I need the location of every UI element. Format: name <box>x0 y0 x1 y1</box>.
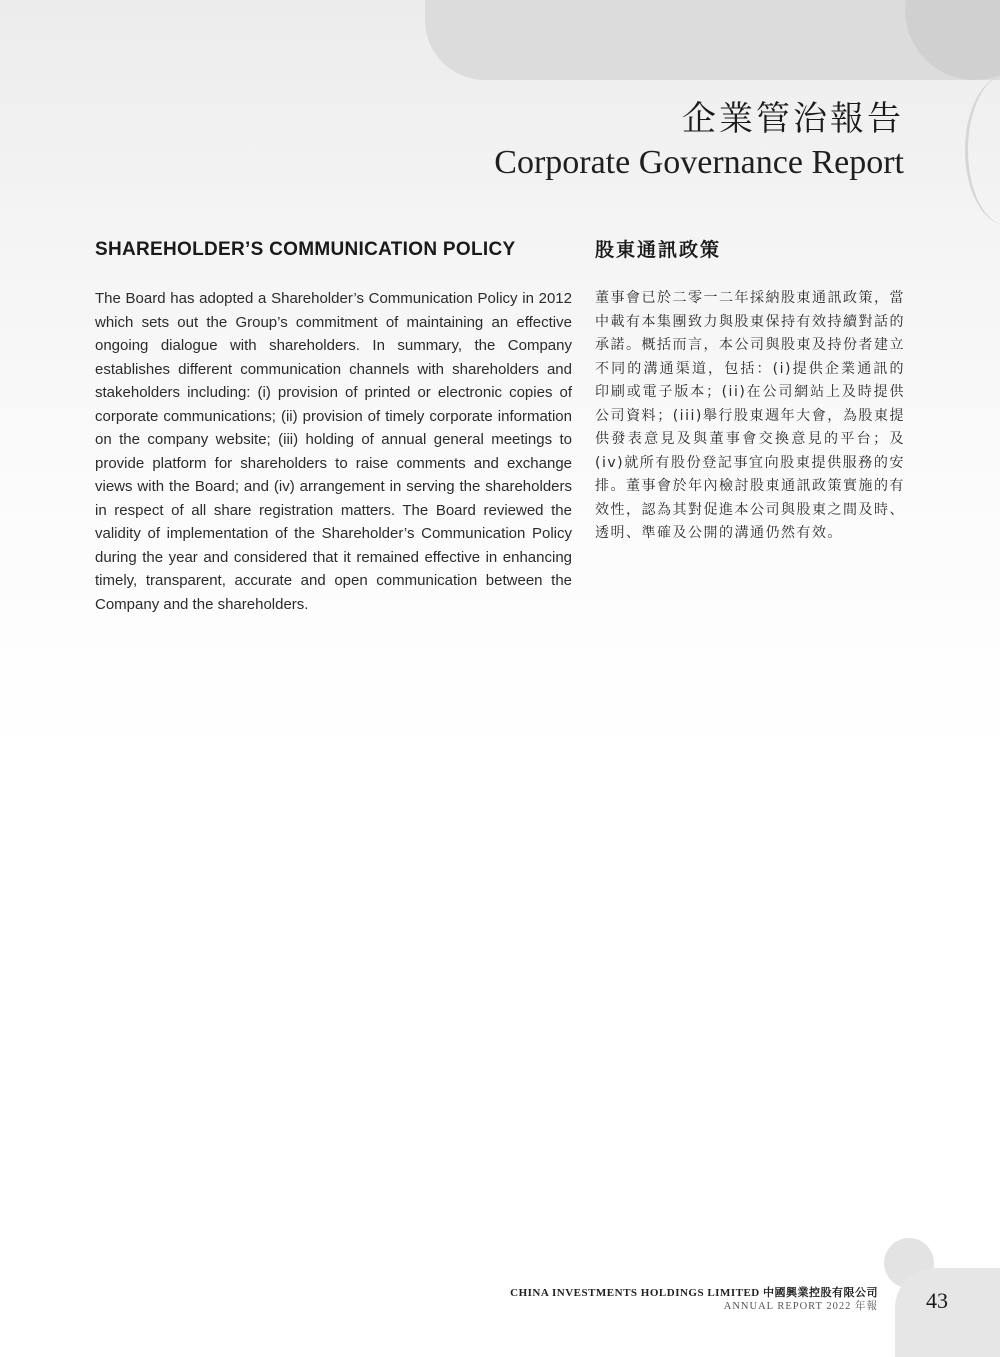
english-column <box>95 236 572 616</box>
section-body-english: The Board has adopted a Shareholder’s Communication Policy in 2012 which sets out the Group’s commitment of maintaining an effective ongoing dialogue with shareholders. In summary, the Company establishes different communication channels with shareholders and stakeholders including: (i) provision of printed or electronic copies of corporate communications; (ii) provision of timely corporate information on the company website; (iii) holding of annual general meetings to provide platform for shareholders to raise comments and exchange views with the Board; and (iv) arrangement in serving the shareholders in respect of all share registration matters. The Board reviewed the validity of implementation of the Shareholder’s Communication Policy during the year and considered that it remained effective in enhancing timely, transparent, accurate and open communication between the Company and the shareholders. <box>95 290 572 613</box>
section-heading-english: SHAREHOLDER’S COMMUNICATION POLICY <box>95 239 516 260</box>
section-body-chinese: 董事會已於二零一二年採納股東通訊政策，當中載有本集團致力與股東保持有效持續對話的承諾。概括而言，本公司與股東及持份者建立不同的溝通渠道，包括：(i)提供企業通訊的印刷或電子版本；(ii)在公司網站上及時提供公司資料；(iii)舉行股東週年大會，為股東提供發表意見及與董事會交換意見的平台；及(iv)就所有股份登記事宜向股東提供服務的安排。董事會於年內檢討股東通訊政策實施的有效性，認為其對促進本公司與股東之間及時、透明、準確及公開的溝通仍然有效。 <box>595 290 905 541</box>
page-title-chinese: 企業管治報告 <box>682 99 904 139</box>
footer-report-label: ANNUAL REPORT 2022 年報 <box>723 1301 878 1312</box>
chinese-column <box>595 236 905 546</box>
footer-text <box>510 1286 878 1314</box>
page-title-english: Corporate Governance Report <box>494 144 904 181</box>
page-header <box>494 96 904 184</box>
page-number: 43 <box>926 1288 948 1313</box>
section-heading-chinese: 股東通訊政策 <box>595 239 722 261</box>
footer-company-name: CHINA INVESTMENTS HOLDINGS LIMITED 中國興業控股有限公司 <box>510 1287 878 1299</box>
